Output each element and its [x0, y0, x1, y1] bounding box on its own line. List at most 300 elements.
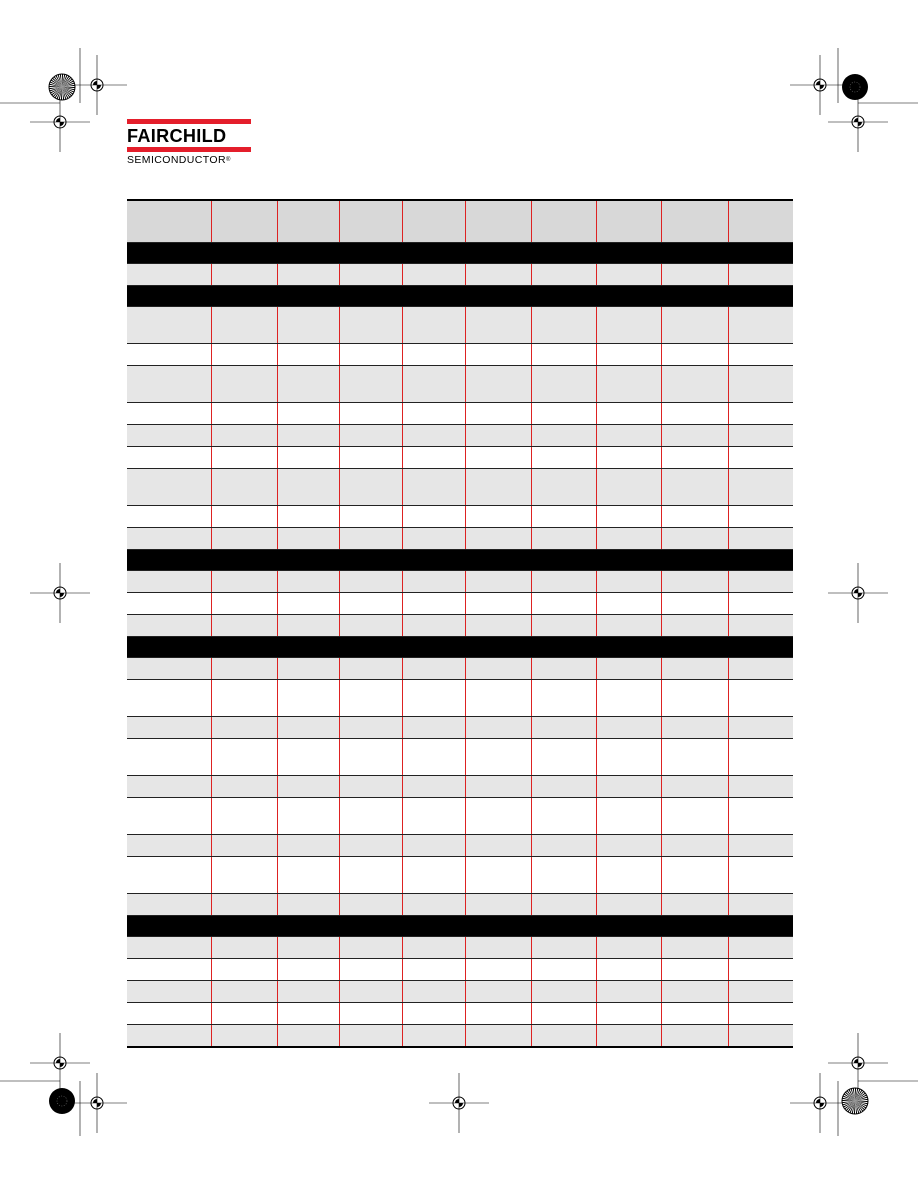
- table-cell: [661, 571, 728, 593]
- table-cell: [465, 680, 531, 717]
- table-cell: [127, 615, 211, 637]
- table-row: [127, 469, 793, 506]
- table-row: [127, 981, 793, 1003]
- table-cell: [277, 658, 339, 680]
- table-cell: [339, 1003, 402, 1025]
- table-cell: [339, 286, 402, 307]
- table-cell: [211, 857, 277, 894]
- table-cell: [127, 1025, 211, 1048]
- logo-wordmark: FAIRCHILD: [127, 125, 227, 146]
- table-cell: [402, 571, 465, 593]
- table-cell: [277, 1003, 339, 1025]
- table-cell: [661, 798, 728, 835]
- table-cell: [596, 680, 661, 717]
- logo-top-bar: [127, 119, 251, 124]
- table-cell: [465, 776, 531, 798]
- table-cell: [127, 243, 211, 264]
- table-cell: [531, 447, 596, 469]
- table-cell: [339, 366, 402, 403]
- table-cell: [531, 798, 596, 835]
- table-cell: [339, 894, 402, 916]
- table-cell: [339, 615, 402, 637]
- table-row: [127, 403, 793, 425]
- table-cell: [127, 658, 211, 680]
- table-cell: [211, 658, 277, 680]
- table-cell: [127, 307, 211, 344]
- table-cell: [211, 680, 277, 717]
- crosshair-icon: [30, 1033, 90, 1093]
- table-cell: [661, 264, 728, 286]
- table-cell: [465, 366, 531, 403]
- fairchild-logo: [127, 119, 251, 166]
- table-cell: [728, 1025, 793, 1048]
- table-cell: [339, 637, 402, 658]
- table-cell: [465, 857, 531, 894]
- table-section-band: [127, 550, 793, 571]
- crosshair-icon: [828, 92, 888, 152]
- table-cell: [277, 200, 339, 243]
- table-cell: [661, 959, 728, 981]
- table-cell: [339, 981, 402, 1003]
- crosshair-icon: [828, 563, 888, 623]
- table-cell: [728, 264, 793, 286]
- table-cell: [402, 425, 465, 447]
- table-cell: [728, 425, 793, 447]
- crosshair-icon: [67, 55, 127, 115]
- table-cell: [402, 658, 465, 680]
- crosshair-icon: [67, 1073, 127, 1133]
- logo-bottom-bar: [127, 147, 251, 152]
- table-cell: [465, 447, 531, 469]
- table-cell: [211, 344, 277, 366]
- solid-target-icon: [842, 74, 868, 100]
- table-cell: [596, 447, 661, 469]
- table-cell: [277, 550, 339, 571]
- table-cell: [339, 1025, 402, 1048]
- table-cell: [728, 959, 793, 981]
- table-cell: [127, 200, 211, 243]
- table-cell: [596, 835, 661, 857]
- table-cell: [127, 366, 211, 403]
- table-row: [127, 959, 793, 981]
- table-cell: [728, 344, 793, 366]
- table-cell: [277, 425, 339, 447]
- table-cell: [661, 286, 728, 307]
- table-cell: [728, 615, 793, 637]
- table-cell: [661, 1003, 728, 1025]
- table-row: [127, 776, 793, 798]
- table-cell: [339, 506, 402, 528]
- table-cell: [127, 894, 211, 916]
- table-cell: [661, 366, 728, 403]
- table-cell: [339, 528, 402, 550]
- table-cell: [402, 776, 465, 798]
- table-cell: [277, 894, 339, 916]
- crosshair-icon: [828, 1033, 888, 1093]
- table-cell: [211, 571, 277, 593]
- table-cell: [127, 447, 211, 469]
- table-cell: [339, 307, 402, 344]
- table-cell: [211, 550, 277, 571]
- table-cell: [728, 857, 793, 894]
- table-cell: [402, 550, 465, 571]
- table-cell: [127, 959, 211, 981]
- table-cell: [728, 366, 793, 403]
- table-row: [127, 264, 793, 286]
- table-cell: [211, 593, 277, 615]
- table-cell: [339, 739, 402, 776]
- table-row: [127, 1003, 793, 1025]
- table-cell: [339, 916, 402, 937]
- logo-subtitle: [127, 154, 251, 166]
- table-cell: [211, 937, 277, 959]
- table-cell: [465, 425, 531, 447]
- table-cell: [596, 425, 661, 447]
- table-row: [127, 571, 793, 593]
- table-row: [127, 717, 793, 739]
- table-row: [127, 798, 793, 835]
- table-cell: [127, 1003, 211, 1025]
- table-cell: [465, 615, 531, 637]
- table-cell: [596, 739, 661, 776]
- table-cell: [531, 469, 596, 506]
- table-cell: [402, 1003, 465, 1025]
- table-cell: [211, 425, 277, 447]
- table-cell: [402, 1025, 465, 1048]
- table-cell: [661, 739, 728, 776]
- table-cell: [277, 857, 339, 894]
- table-cell: [339, 243, 402, 264]
- table-cell: [531, 894, 596, 916]
- table-cell: [402, 344, 465, 366]
- table-cell: [661, 447, 728, 469]
- table-cell: [728, 286, 793, 307]
- table-cell: [127, 981, 211, 1003]
- table-cell: [127, 506, 211, 528]
- table-cell: [596, 1003, 661, 1025]
- table-cell: [277, 959, 339, 981]
- table-cell: [127, 937, 211, 959]
- table-cell: [402, 447, 465, 469]
- table-cell: [531, 528, 596, 550]
- table-cell: [465, 894, 531, 916]
- table-cell: [465, 200, 531, 243]
- table-cell: [211, 264, 277, 286]
- table-cell: [596, 403, 661, 425]
- table-row: [127, 857, 793, 894]
- table-cell: [339, 857, 402, 894]
- table-cell: [728, 739, 793, 776]
- table-cell: [211, 528, 277, 550]
- table-cell: [277, 307, 339, 344]
- table-cell: [661, 403, 728, 425]
- table-cell: [277, 469, 339, 506]
- table-cell: [728, 835, 793, 857]
- table-cell: [339, 264, 402, 286]
- table-row: [127, 506, 793, 528]
- table-cell: [339, 447, 402, 469]
- table-cell: [127, 425, 211, 447]
- table-row: [127, 937, 793, 959]
- table-cell: [465, 593, 531, 615]
- table-cell: [402, 717, 465, 739]
- table-cell: [277, 835, 339, 857]
- table-cell: [728, 469, 793, 506]
- table-cell: [661, 615, 728, 637]
- table-cell: [728, 528, 793, 550]
- table-cell: [661, 680, 728, 717]
- table-cell: [277, 447, 339, 469]
- table-cell: [531, 550, 596, 571]
- table-cell: [402, 739, 465, 776]
- table-cell: [465, 981, 531, 1003]
- table-cell: [127, 857, 211, 894]
- table-row: [127, 366, 793, 403]
- table-cell: [211, 366, 277, 403]
- table-cell: [339, 550, 402, 571]
- table-cell: [728, 717, 793, 739]
- table-cell: [211, 243, 277, 264]
- table-cell: [596, 243, 661, 264]
- table-cell: [728, 403, 793, 425]
- table-cell: [465, 469, 531, 506]
- table-cell: [596, 717, 661, 739]
- table-cell: [661, 717, 728, 739]
- table-cell: [596, 1025, 661, 1048]
- table-cell: [661, 857, 728, 894]
- table-cell: [402, 959, 465, 981]
- table-row: [127, 835, 793, 857]
- table-cell: [339, 593, 402, 615]
- table-cell: [465, 243, 531, 264]
- crosshair-icon: [429, 1073, 489, 1133]
- table-cell: [127, 776, 211, 798]
- table-cell: [339, 571, 402, 593]
- table-row: [127, 425, 793, 447]
- table-cell: [211, 403, 277, 425]
- table-cell: [127, 916, 211, 937]
- table-cell: [531, 425, 596, 447]
- table-cell: [596, 550, 661, 571]
- table-cell: [211, 1003, 277, 1025]
- table-cell: [402, 937, 465, 959]
- table-cell: [339, 200, 402, 243]
- table-cell: [339, 344, 402, 366]
- table-cell: [277, 243, 339, 264]
- table-cell: [339, 680, 402, 717]
- table-cell: [127, 403, 211, 425]
- table-cell: [728, 307, 793, 344]
- table-cell: [728, 550, 793, 571]
- table-cell: [661, 894, 728, 916]
- table-cell: [728, 593, 793, 615]
- table-cell: [596, 637, 661, 658]
- table-row: [127, 1025, 793, 1048]
- table-row: [127, 658, 793, 680]
- table-cell: [465, 403, 531, 425]
- table-cell: [277, 739, 339, 776]
- table-row: [127, 894, 793, 916]
- table-cell: [661, 550, 728, 571]
- table-cell: [211, 615, 277, 637]
- table-row: [127, 739, 793, 776]
- crosshair-icon: [790, 1073, 850, 1133]
- table-cell: [402, 680, 465, 717]
- table-section-band: [127, 916, 793, 937]
- table-cell: [465, 739, 531, 776]
- table-cell: [127, 637, 211, 658]
- table-cell: [465, 528, 531, 550]
- table-cell: [596, 857, 661, 894]
- table-cell: [339, 798, 402, 835]
- table-cell: [531, 615, 596, 637]
- table-cell: [277, 344, 339, 366]
- table-cell: [211, 981, 277, 1003]
- table-cell: [596, 916, 661, 937]
- product-table: [127, 199, 793, 1048]
- table-cell: [277, 506, 339, 528]
- table-cell: [211, 916, 277, 937]
- table-cell: [211, 739, 277, 776]
- table-cell: [728, 571, 793, 593]
- table-cell: [531, 200, 596, 243]
- table-cell: [211, 307, 277, 344]
- table-cell: [531, 403, 596, 425]
- table-cell: [661, 200, 728, 243]
- table-cell: [728, 798, 793, 835]
- table-cell: [211, 447, 277, 469]
- table-cell: [402, 506, 465, 528]
- table-cell: [596, 937, 661, 959]
- table-cell: [661, 981, 728, 1003]
- table-cell: [596, 959, 661, 981]
- table-cell: [402, 637, 465, 658]
- table-cell: [127, 593, 211, 615]
- table-cell: [465, 916, 531, 937]
- table-cell: [402, 593, 465, 615]
- table-cell: [661, 637, 728, 658]
- table-cell: [127, 835, 211, 857]
- table-section-band: [127, 243, 793, 264]
- starburst-target-icon: [49, 74, 75, 100]
- table-cell: [596, 894, 661, 916]
- table-cell: [728, 447, 793, 469]
- table-cell: [596, 344, 661, 366]
- table-cell: [211, 894, 277, 916]
- table-cell: [127, 264, 211, 286]
- table-row: [127, 344, 793, 366]
- table-cell: [465, 798, 531, 835]
- table-cell: [661, 937, 728, 959]
- table-cell: [402, 366, 465, 403]
- table-cell: [596, 658, 661, 680]
- table-cell: [465, 264, 531, 286]
- table-cell: [661, 243, 728, 264]
- table-cell: [531, 366, 596, 403]
- table-cell: [531, 1003, 596, 1025]
- table-cell: [211, 637, 277, 658]
- table-cell: [211, 506, 277, 528]
- table-cell: [211, 469, 277, 506]
- table-cell: [465, 286, 531, 307]
- table-cell: [465, 959, 531, 981]
- table-cell: [211, 835, 277, 857]
- table-cell: [465, 550, 531, 571]
- table-cell: [127, 528, 211, 550]
- table-cell: [465, 937, 531, 959]
- table-cell: [531, 243, 596, 264]
- table-cell: [277, 528, 339, 550]
- table-cell: [531, 344, 596, 366]
- table-row: [127, 447, 793, 469]
- table-cell: [127, 717, 211, 739]
- table-header-row: [127, 200, 793, 243]
- table-cell: [402, 403, 465, 425]
- table-cell: [277, 1025, 339, 1048]
- table-cell: [211, 1025, 277, 1048]
- table-cell: [277, 637, 339, 658]
- table-cell: [277, 937, 339, 959]
- table-row: [127, 615, 793, 637]
- table-cell: [661, 776, 728, 798]
- table-cell: [661, 916, 728, 937]
- table-cell: [728, 200, 793, 243]
- table-cell: [339, 937, 402, 959]
- table-cell: [728, 680, 793, 717]
- crosshair-icon: [30, 563, 90, 623]
- table-cell: [127, 571, 211, 593]
- table-cell: [465, 637, 531, 658]
- table-cell: [402, 243, 465, 264]
- table-cell: [277, 366, 339, 403]
- table-cell: [402, 835, 465, 857]
- table-row: [127, 680, 793, 717]
- table-cell: [402, 916, 465, 937]
- table-cell: [661, 506, 728, 528]
- table-cell: [339, 469, 402, 506]
- table-cell: [661, 835, 728, 857]
- table-cell: [127, 286, 211, 307]
- logo-subtitle-text: SEMICONDUCTOR: [127, 154, 226, 166]
- table-cell: [402, 264, 465, 286]
- table-cell: [277, 916, 339, 937]
- crosshair-icon: [790, 55, 850, 115]
- table-cell: [402, 307, 465, 344]
- table-cell: [402, 981, 465, 1003]
- table-cell: [531, 857, 596, 894]
- table-cell: [211, 776, 277, 798]
- table-cell: [728, 658, 793, 680]
- table-cell: [728, 506, 793, 528]
- table-cell: [596, 776, 661, 798]
- table-cell: [531, 593, 596, 615]
- table-cell: [402, 528, 465, 550]
- table-cell: [277, 615, 339, 637]
- table-cell: [596, 593, 661, 615]
- table-cell: [531, 307, 596, 344]
- table-cell: [277, 403, 339, 425]
- table-section-band: [127, 637, 793, 658]
- table-cell: [596, 286, 661, 307]
- table-cell: [127, 739, 211, 776]
- table-cell: [277, 593, 339, 615]
- table-cell: [211, 798, 277, 835]
- table-cell: [596, 798, 661, 835]
- table-row: [127, 593, 793, 615]
- table-cell: [531, 717, 596, 739]
- table-cell: [531, 937, 596, 959]
- table-cell: [339, 425, 402, 447]
